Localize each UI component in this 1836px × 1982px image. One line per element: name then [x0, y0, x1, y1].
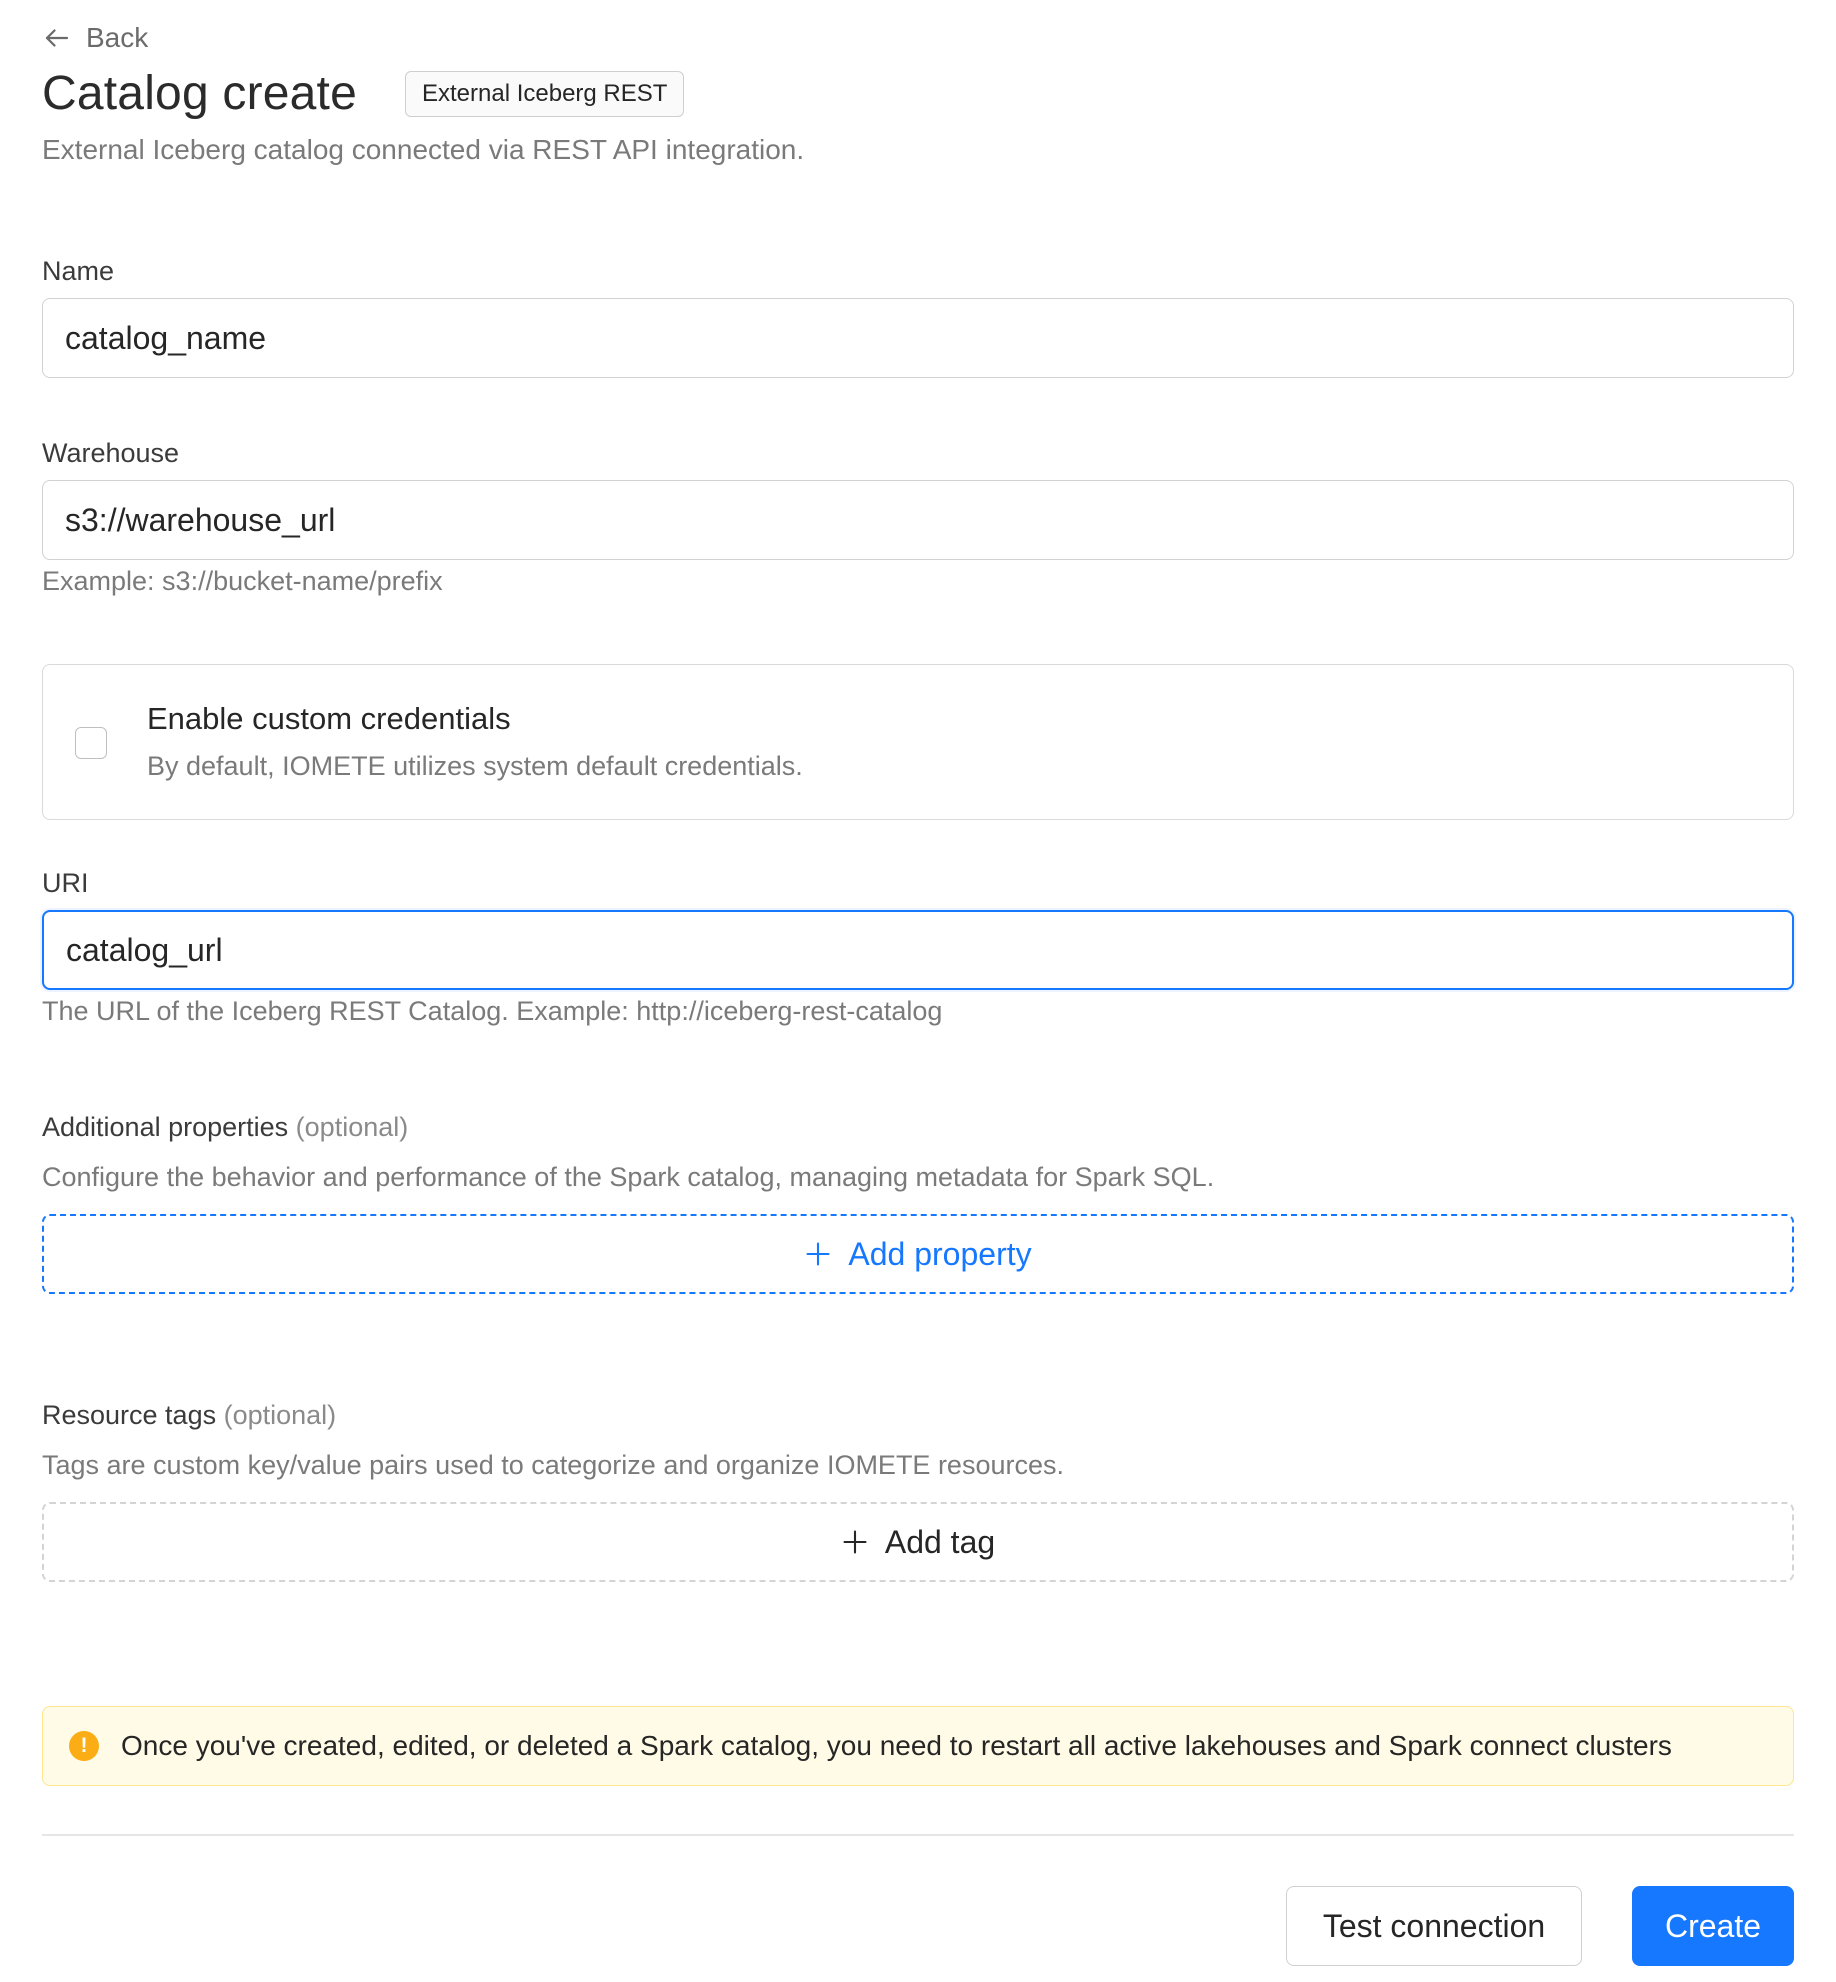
plus-icon — [841, 1528, 869, 1556]
restart-warning-text: Once you've created, edited, or deleted a Spark catalog, you need to restart all active lakehouses and Spark connect clusters — [121, 1730, 1672, 1761]
page-subtitle: External Iceberg catalog connected via REST API integration. — [42, 134, 805, 165]
page-title: Catalog create — [42, 67, 357, 120]
uri-input[interactable] — [42, 910, 1794, 990]
title-row — [42, 66, 684, 121]
additional-properties-title: Additional properties — [42, 1112, 289, 1142]
custom-credentials-card — [42, 664, 1794, 820]
create-button[interactable]: Create — [1632, 1886, 1794, 1966]
back-link[interactable] — [42, 22, 148, 54]
add-property-button[interactable] — [42, 1214, 1794, 1294]
uri-label: URI — [42, 868, 89, 898]
add-tag-label: Add tag — [884, 1523, 996, 1560]
additional-properties-optional: (optional) — [295, 1112, 409, 1142]
footer-divider — [42, 1834, 1794, 1836]
plus-icon — [804, 1240, 832, 1268]
resource-tags-label — [42, 1400, 336, 1431]
back-label: Back — [86, 22, 149, 53]
uri-help: The URL of the Iceberg REST Catalog. Example: http://iceberg-rest-catalog — [42, 996, 943, 1026]
arrow-left-icon — [42, 23, 72, 53]
exclamation-circle-icon: ! — [69, 1731, 99, 1761]
add-property-label: Add property — [848, 1235, 1032, 1272]
resource-tags-title: Resource tags — [42, 1400, 217, 1430]
custom-credentials-checkbox[interactable] — [75, 727, 107, 759]
warehouse-label: Warehouse — [42, 438, 180, 468]
add-tag-button[interactable] — [42, 1502, 1794, 1582]
additional-properties-label — [42, 1112, 408, 1143]
warehouse-help: Example: s3://bucket-name/prefix — [42, 566, 443, 596]
restart-warning-alert — [42, 1706, 1794, 1786]
resource-tags-description: Tags are custom key/value pairs used to categorize and organize IOMETE resources. — [42, 1450, 1064, 1480]
additional-properties-description: Configure the behavior and performance of the Spark catalog, managing metadata for Spark SQL. — [42, 1162, 1215, 1192]
resource-tags-optional: (optional) — [223, 1400, 337, 1430]
name-input[interactable] — [42, 298, 1794, 378]
warehouse-input[interactable] — [42, 480, 1794, 560]
catalog-type-badge: External Iceberg REST — [405, 71, 684, 117]
custom-credentials-description: By default, IOMETE utilizes system default credentials. — [147, 751, 803, 781]
custom-credentials-title: Enable custom credentials — [147, 701, 511, 736]
name-label: Name — [42, 256, 115, 286]
test-connection-button[interactable]: Test connection — [1286, 1886, 1582, 1966]
